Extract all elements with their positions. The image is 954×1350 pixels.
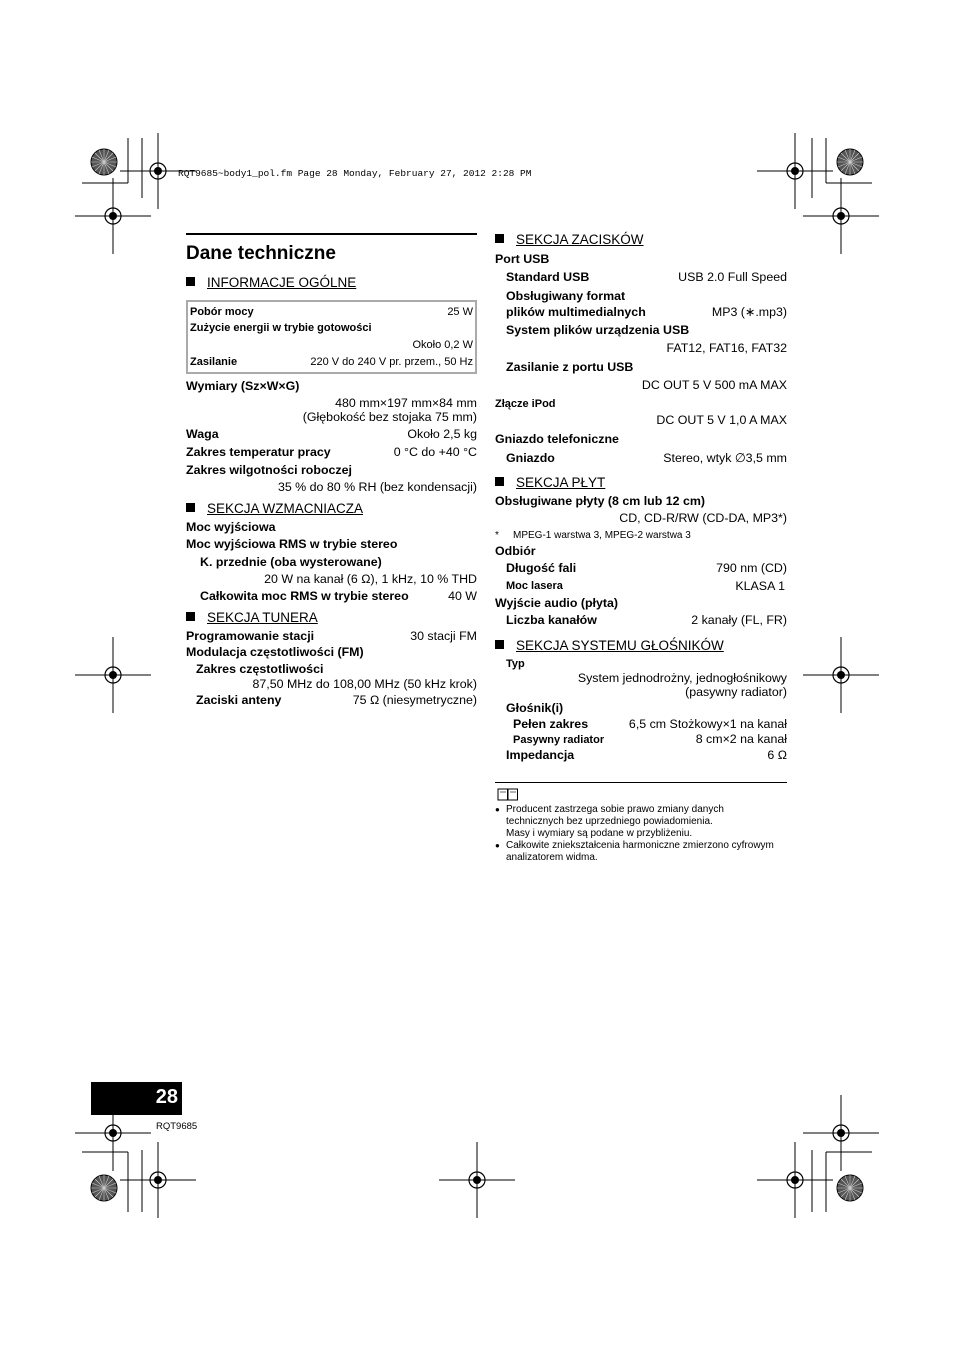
square-bullet-icon [186, 503, 195, 512]
notes-rule [495, 782, 787, 783]
section-general: INFORMACJE OGÓLNE [186, 275, 356, 290]
section-terminals: SEKCJA ZACISKÓW [495, 232, 644, 247]
file-header: RQT9685~body1_pol.fm Page 28 Monday, February 27, 2012 2:28 PM [178, 168, 532, 179]
square-bullet-icon [495, 477, 504, 486]
section-amp: SEKCJA WZMACNIACZA [186, 501, 363, 516]
page-number-tab [91, 1082, 182, 1115]
square-bullet-icon [495, 234, 504, 243]
page-number: 28 [155, 1086, 178, 1108]
doc-code: RQT9685 [156, 1121, 198, 1132]
note-2: ● Całkowite zniekształcenia harmoniczne zmierzono cyfrowym analizatorem widma. [495, 840, 774, 863]
square-bullet-icon [495, 640, 504, 649]
section-tuner: SEKCJA TUNERA [186, 610, 318, 625]
title-rule [186, 233, 477, 235]
square-bullet-icon [186, 277, 195, 286]
section-speaker: SEKCJA SYSTEMU GŁOŚNIKÓW [495, 638, 724, 653]
section-disc: SEKCJA PŁYT [495, 475, 605, 490]
page-title: Dane techniczne [186, 243, 336, 264]
note-1: ● Producent zastrzega sobie prawo zmiany danych technicznych bez uprzedniego powiadomienia. Masy i wymiary są podane w przybliżeniu. [495, 804, 724, 839]
book-icon [497, 788, 519, 802]
square-bullet-icon [186, 612, 195, 621]
